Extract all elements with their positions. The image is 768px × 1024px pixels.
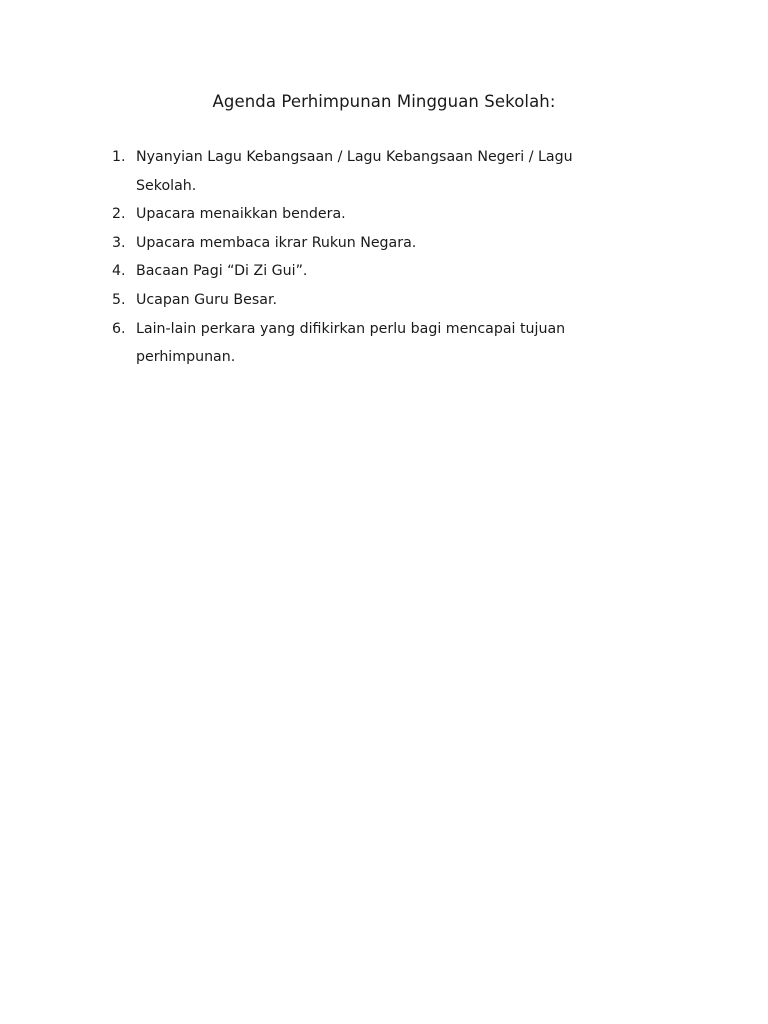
agenda-item-text: Nyanyian Lagu Kebangsaan / Lagu Kebangsaan Negeri / Lagu Sekolah. (136, 149, 573, 194)
agenda-item (112, 315, 632, 372)
agenda-item-number: 1. (112, 149, 126, 165)
title-text: Agenda Perhimpunan Mingguan Sekolah (212, 92, 550, 111)
title-colon: : (549, 92, 556, 111)
agenda-item-text: Bacaan Pagi “Di Zi Gui”. (136, 263, 308, 280)
agenda-item (112, 257, 632, 286)
agenda-item-number: 4. (112, 263, 126, 280)
agenda-item (112, 143, 632, 200)
agenda-item-text: Lain-lain perkara yang difikirkan perlu bagi mencapai tujuan perhimpunan. (136, 320, 566, 366)
agenda-item (112, 286, 632, 315)
agenda-list (112, 143, 632, 372)
agenda-item-text: Ucapan Guru Besar. (136, 291, 277, 308)
agenda-item (112, 200, 632, 229)
agenda-item-number: 6. (112, 320, 126, 337)
agenda-item (112, 229, 632, 258)
agenda-item-number: 3. (112, 234, 126, 251)
agenda-item-text: Upacara menaikkan bendera. (136, 206, 346, 223)
document-title (0, 92, 768, 111)
agenda-item-number: 5. (112, 291, 126, 308)
agenda-item-text: Upacara membaca ikrar Rukun Negara. (136, 234, 417, 251)
agenda-item-number: 2. (112, 206, 126, 223)
